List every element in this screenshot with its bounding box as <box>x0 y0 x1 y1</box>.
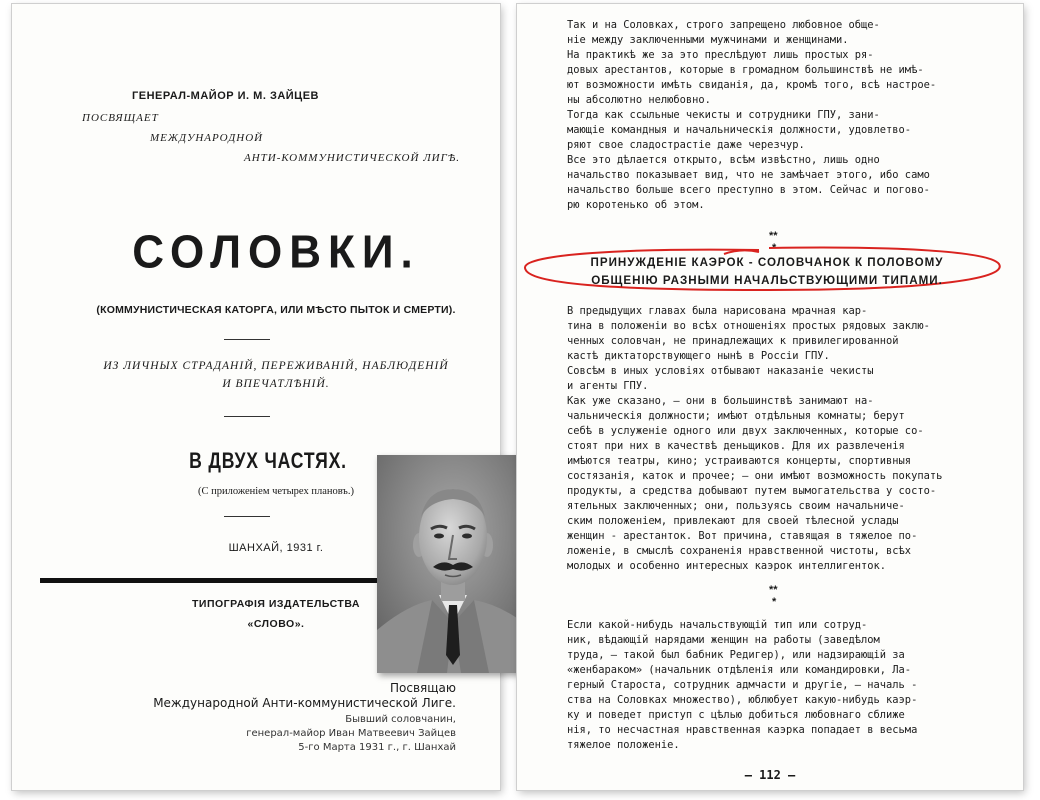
text-section-2 <box>567 304 942 574</box>
text-line: ства на Соловках множество), юблюбует какую-нибудь каэр- <box>567 694 918 706</box>
from-line-2: И ВПЕЧАТЛѢНIЙ. <box>222 378 330 390</box>
caption-line-5: 5-го Марта 1931 г., г. Шанхай <box>298 742 456 753</box>
author-line: ГЕНЕРАЛ-МАЙОР И. М. ЗАЙЦЕВ <box>132 90 319 102</box>
text-line: мающiе командныя и начальническiя должности, удовлетво- <box>567 124 912 136</box>
press-line-1: ТИПОГРАФIЯ ИЗДАТЕЛЬСТВА <box>192 598 360 610</box>
text-line: и агенты ГПУ. <box>567 380 649 392</box>
text-line: На практикѣ же за это преслѣдуют лишь простых ря- <box>567 49 874 61</box>
text-line: имѣются театры, кино; устраиваются концерты, спортивныя <box>567 455 912 467</box>
book-subtitle: (КОММУНИСТИЧЕСКАЯ КАТОРГА, ИЛИ МѢСТО ПЫТОК И СМЕРТИ). <box>96 304 456 316</box>
text-line: довых арестантов, которые в громадном большинствѣ не имѣ- <box>567 64 924 76</box>
text-line: тина в положенiи во всѣх отношенiях простых рядовых заклю- <box>567 320 930 332</box>
text-line: ны абсолютно нелюбовно. <box>567 94 711 106</box>
caption-line-2: Международной Анти-коммунистической Лиге. <box>153 696 456 710</box>
text-line: продукты, а средства добывают путем вымогательства у состо- <box>567 485 937 497</box>
text-line: ложенiе, в смыслѣ сохраненiя нравственной чистоты, всѣх <box>567 545 912 557</box>
caption-line-3: Бывший соловчанин, <box>345 714 456 725</box>
text-line: Тогда как ссыльные чекисты и сотрудники ГПУ, зани- <box>567 109 880 121</box>
text-line: тяжелое положенiе. <box>567 739 680 751</box>
text-line: женщин - арестанток. Вот причина, ставящая в тяжелое по- <box>567 530 918 542</box>
text-line: нiе между заключенными мужчинами и женщинами. <box>567 34 849 46</box>
text-line: ют возможности имѣть свиданiя, да, кромѣ того, всѣ настрое- <box>567 79 937 91</box>
text-line: труда, — такой был бабник Редигер), или надзирающiй за <box>567 649 905 661</box>
thick-divider <box>40 578 400 583</box>
divider <box>224 516 270 517</box>
dedication-line-3: АНТИ-КОММУНИСТИЧЕСКОЙ ЛИГѢ. <box>244 152 461 164</box>
text-line: себѣ в услуженiе одного или двух заключенных, которые со- <box>567 425 924 437</box>
divider <box>224 339 270 340</box>
text-line: состязанiя, каток и прочее; — они имѣют возможность покупать <box>567 470 943 482</box>
parts-line: В ДВУХ ЧАСТЯХ. <box>189 448 347 473</box>
text-line: ку и поведет приступ с цѣлью добиться любовнаго сближе <box>567 709 905 721</box>
section-stars: ** * <box>769 584 778 608</box>
text-line: кастѣ диктаторствующего нынѣ в Россiи ГПУ. <box>567 350 830 362</box>
text-line: Если какой-нибудь начальствующiй тип или сотруд- <box>567 619 868 631</box>
text-line: стоят при них в качествѣ деньщиков. Для их развлеченiя <box>567 440 905 452</box>
text-line: ченных соловчан, не принадлежащих к привилегированной <box>567 335 899 347</box>
press-line-2: «СЛОВО». <box>247 618 305 630</box>
text-line: нiя, то несчастная нравственная каэрка попадает в весьма <box>567 724 918 736</box>
dedication-line-1: ПОСВЯЩАЕТ <box>82 112 159 124</box>
text-line: герный Староста, сотрудник адмчасти и другiе, — началь - <box>567 679 918 691</box>
author-portrait-photo <box>377 455 529 673</box>
text-line: начальство показывает вид, что не замѣчает этого, ибо само <box>567 169 930 181</box>
city-year: ШАНХАЙ, 1931 г. <box>228 542 324 554</box>
text-line: ским положенiем, привлекают для своей тѣлесной услады <box>567 515 899 527</box>
appendix-line: (С приложенiем четырех плановъ.) <box>198 486 354 497</box>
divider <box>224 416 270 417</box>
text-line: ятельных заключенных; они, пользуясь своим начальниче- <box>567 500 905 512</box>
text-line: молодых и особенно интересных каэрок интеллигенток. <box>567 560 887 572</box>
text-line: «женбараком» (начальник отдѣленiя или командировки, Ла- <box>567 664 912 676</box>
section-heading-line-2: ОБЩЕНIЮ РАЗНЫМИ НАЧАЛЬСТВУЮЩИМИ ТИПАМИ. <box>591 274 943 287</box>
text-line: рю коротенько об этом. <box>567 199 705 211</box>
text-line: В предыдущих главах была нарисована мрачная кар- <box>567 305 868 317</box>
section-stars: ** * <box>769 230 778 254</box>
text-line: чальническiя должности; имѣют отдѣльныя комнаты; берут <box>567 410 905 422</box>
text-line: Все это дѣлается открыто, всѣм извѣстно, лишь одно <box>567 154 880 166</box>
text-line: Так и на Соловках, строго запрещено любовное обще- <box>567 19 880 31</box>
section-heading-line-1: ПРИНУЖДЕНIЕ КАЭРОК - СОЛОВЧАНОК К ПОЛОВОМУ <box>590 256 944 269</box>
from-line-1: ИЗ ЛИЧНЫХ СТРАДАНIЙ, ПЕРЕЖИВАНIЙ, НАБЛЮДЕНIЙ <box>103 360 449 372</box>
text-section-3 <box>567 618 917 753</box>
text-section-1 <box>567 18 936 213</box>
portrait-image <box>377 455 529 673</box>
text-line: Как уже сказано, — они в большинствѣ занимают на- <box>567 395 874 407</box>
dedication-line-2: МЕЖДУНАРОДНОЙ <box>150 132 264 144</box>
text-line: ник, вѣдающiй нарядами женщин на работы (заведѣлом <box>567 634 880 646</box>
page-number: — 112 — <box>744 768 796 782</box>
text-line: ряют свое сладострастiе даже черезчур. <box>567 139 805 151</box>
caption-line-4: генерал-майор Иван Матвеевич Зайцев <box>246 728 456 739</box>
caption-line-1: Посвящаю <box>389 681 456 695</box>
right-page-text <box>517 4 1023 790</box>
book-title: СОЛОВКИ. <box>132 226 420 279</box>
text-line: Совсѣм в иных условiях отбывают наказанiе чекисты <box>567 365 874 377</box>
text-line: начальство больше всего преступно в этом. Сейчас и погово- <box>567 184 930 196</box>
